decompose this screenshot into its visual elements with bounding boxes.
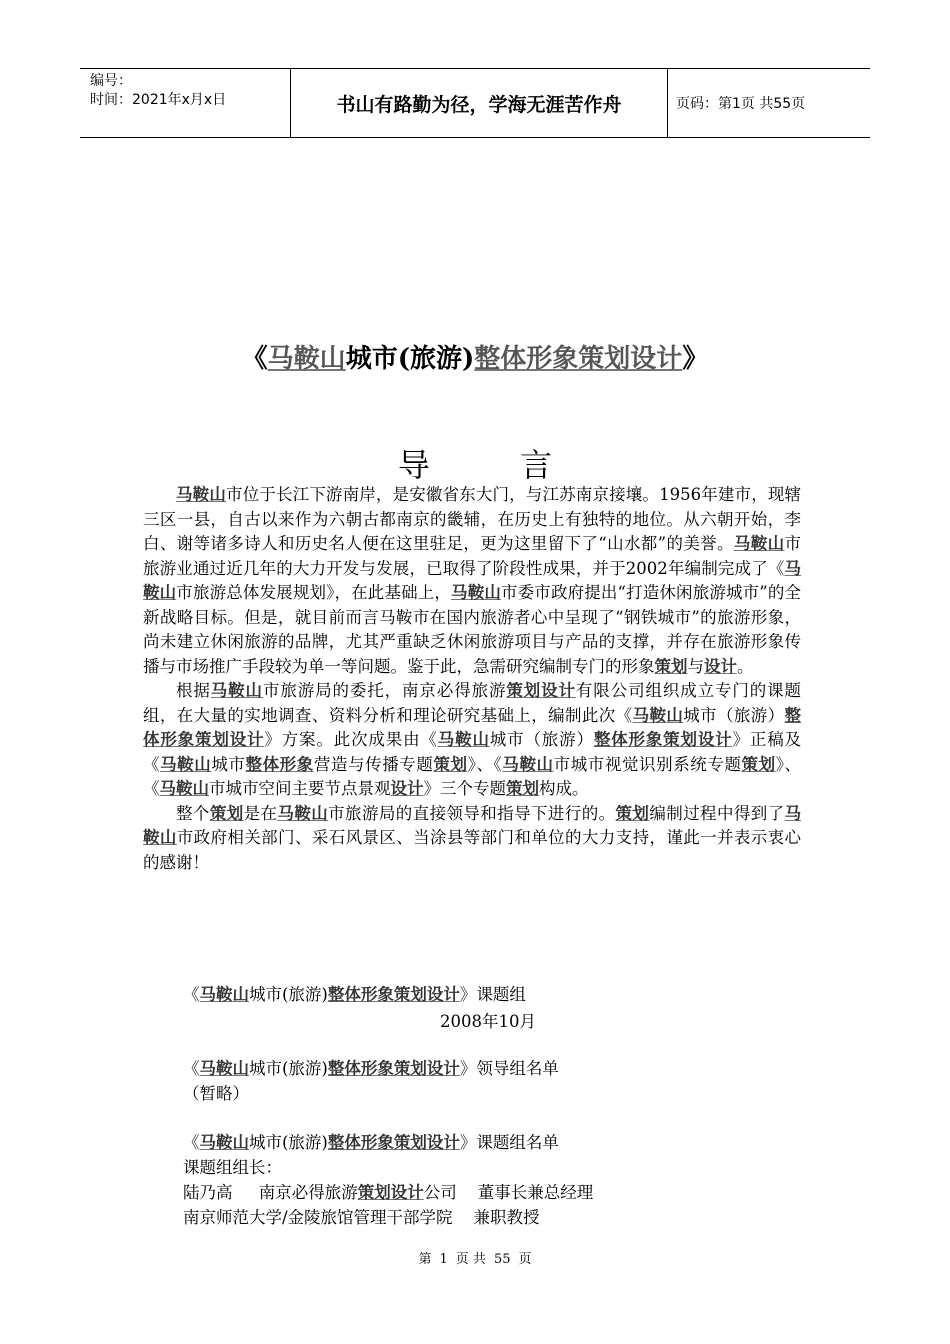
text-segment: 》、《 xyxy=(467,754,503,774)
keyword-link[interactable]: 设计 xyxy=(390,779,424,798)
text-segment: 城市 xyxy=(211,754,246,774)
page-footer xyxy=(0,1248,950,1267)
signature-line-2 xyxy=(183,1057,559,1082)
member-1 xyxy=(183,1181,593,1206)
text-segment: 有限公司组织成立专门的课题组，在大量的实地调查、资料分析和理论研究基础上，编制此次《 xyxy=(143,681,802,725)
text-segment: 是在 xyxy=(243,803,278,823)
text-segment: 编制过程中得到了 xyxy=(649,803,785,823)
time-label: 时间：2021年x月x日 xyxy=(90,92,227,108)
title-city: 城市(旅游) xyxy=(345,344,475,374)
text-segment: 《 xyxy=(183,985,200,1004)
text-segment: 整个 xyxy=(176,803,210,823)
text-segment: 》、《 xyxy=(143,754,802,798)
text-segment: 城市(旅游) xyxy=(249,1059,328,1078)
text-segment: 陆乃高 南京必得旅游 xyxy=(183,1183,358,1202)
keyword-link[interactable]: 整体形象策划设计 xyxy=(143,705,802,749)
text-segment: 《 xyxy=(183,1133,200,1152)
text-segment: 市城市空间主要节点景观 xyxy=(209,779,391,798)
header-meta xyxy=(80,69,291,137)
keyword-link[interactable]: 策划 xyxy=(506,779,539,798)
title-close: 》 xyxy=(682,344,709,374)
keyword-link[interactable]: 策划 xyxy=(741,754,776,774)
text-segment: 市城市视觉识别系统专题 xyxy=(553,754,742,774)
keyword-link[interactable]: 整体形象策划设计 xyxy=(327,1133,460,1152)
text-segment: 》方案。此次成果由《 xyxy=(264,730,438,749)
keyword-link[interactable]: 马鞍山 xyxy=(176,485,226,504)
keyword-link[interactable]: 整体形象策划设计 xyxy=(327,1059,460,1078)
keyword-link[interactable]: 整体形象策划设计 xyxy=(593,730,733,749)
keyword-link[interactable]: 策划 xyxy=(433,754,468,774)
keyword-link[interactable]: 整体形象 xyxy=(245,754,314,774)
text-segment: 城市（旅游） xyxy=(683,705,785,725)
text-segment: 市政府相关部门、采石风景区、当涂县等部门和单位的大力支持，谨此一并表示衷心的感谢！ xyxy=(143,828,802,872)
signature-line-1 xyxy=(183,983,526,1008)
keyword-link[interactable]: 马鞍山 xyxy=(451,583,501,602)
keyword-link[interactable]: 策划设计 xyxy=(506,681,576,700)
text-segment: 市旅游业通过近几年的大力开发与发展，已取得了阶段性成果，并于2002年编制完成了《 xyxy=(143,534,802,578)
text-segment: 根据 xyxy=(176,681,211,700)
text-segment: 城市（旅游） xyxy=(489,730,594,749)
footer-prefix: 第 xyxy=(418,1252,432,1267)
keyword-link[interactable]: 马鞍山 xyxy=(199,1133,249,1152)
text-segment: 市旅游局的直接领导和指导下进行的。 xyxy=(328,803,616,823)
text-segment: 》课题组名单 xyxy=(459,1133,559,1152)
member-2: 南京师范大学/金陵旅馆管理干部学院 兼职教授 xyxy=(183,1208,540,1227)
signature-date: 2008年10月 xyxy=(440,1012,536,1031)
title-link-plan[interactable]: 整体形象策划设计 xyxy=(474,344,683,374)
text-segment: 城市(旅游) xyxy=(249,985,328,1004)
keyword-link[interactable]: 马鞍山 xyxy=(199,1059,249,1078)
keyword-link[interactable]: 策划 xyxy=(615,803,650,823)
text-segment: 》正稿及《 xyxy=(143,730,802,774)
code-label: 编号： xyxy=(90,73,132,89)
page-header xyxy=(80,68,870,138)
leader-label: 课题组组长： xyxy=(183,1158,282,1177)
text-segment: 市委市政府提出“打造休闲旅游城市”的全新战略目标。但是，就目前而言马鞍市在国内旅游者心中呈现了“钢铁城市”的旅游形象，尚未建立休闲旅游的品牌，尤其严重缺乏休闲旅游项目与产品的支撑，并存在旅游形象传播与市场推广手段较为单一等问题。鉴于此，急需研究编制专门的形象 xyxy=(143,583,802,676)
keyword-link[interactable]: 策划设计 xyxy=(357,1183,424,1202)
text-segment: 》三个专题 xyxy=(423,779,506,798)
keyword-link[interactable]: 整体形象策划设计 xyxy=(327,985,460,1004)
intro-heading: 导 言 xyxy=(397,446,593,484)
text-segment: 构成。 xyxy=(539,779,589,798)
keyword-link[interactable]: 马鞍山 xyxy=(143,803,802,847)
keyword-link[interactable]: 马鞍山 xyxy=(632,705,684,725)
keyword-link[interactable]: 马鞍山 xyxy=(733,534,785,553)
paragraph-2 xyxy=(143,679,801,802)
header-motto: 书山有路勤为径，学海无涯苦作舟 xyxy=(291,69,668,137)
signature-line-3 xyxy=(183,1131,559,1156)
keyword-link[interactable]: 马鞍山 xyxy=(159,779,209,798)
text-segment: 城市(旅游) xyxy=(249,1133,328,1152)
text-segment: 与 xyxy=(687,656,704,676)
keyword-link[interactable]: 马鞍山 xyxy=(277,803,329,823)
keyword-link[interactable]: 马鞍山 xyxy=(160,754,212,774)
keyword-link[interactable]: 马鞍山 xyxy=(143,558,801,602)
title-open: 《 xyxy=(241,344,268,374)
title-link-maanshan[interactable]: 马鞍山 xyxy=(267,344,346,374)
signature-line-2b: （暂略） xyxy=(183,1084,249,1103)
document-body xyxy=(143,483,801,875)
text-segment: 。 xyxy=(737,656,754,676)
footer-suffix: 页 xyxy=(518,1252,532,1267)
footer-page: 1 xyxy=(439,1252,448,1267)
text-segment: 市位于长江下游南岸，是安徽省东大门，与江苏南京接壤。1956年建市，现辖三区一县，自古以来作为六朝古都南京的畿辅，在历史上有独特的地位。从六朝开始，李白、谢等诸多诗人和历史名人便在这里驻足，更为这里留下了“山水都”的美誉。 xyxy=(143,485,802,553)
keyword-link[interactable]: 策划 xyxy=(209,803,244,823)
text-segment: 》课题组 xyxy=(459,985,526,1004)
keyword-link[interactable]: 马鞍山 xyxy=(437,730,490,749)
text-segment: 《 xyxy=(183,1059,200,1078)
document-title xyxy=(0,338,950,375)
text-segment: 市旅游总体发展规划》，在此基础上， xyxy=(176,583,452,602)
keyword-link[interactable]: 设计 xyxy=(704,656,737,676)
keyword-link[interactable]: 马鞍山 xyxy=(502,754,554,774)
text-segment: 市旅游局的委托，南京必得旅游 xyxy=(262,681,507,700)
text-segment: 》领导组名单 xyxy=(459,1059,559,1078)
footer-mid: 页 共 xyxy=(455,1252,486,1267)
keyword-link[interactable]: 马鞍山 xyxy=(199,985,249,1004)
keyword-link[interactable]: 马鞍山 xyxy=(210,681,263,700)
text-segment: 营造与传播专题 xyxy=(313,754,434,774)
header-page-info: 页码：第1页 共55页 xyxy=(676,96,806,112)
footer-total: 55 xyxy=(493,1252,511,1267)
text-segment: 公司 董事长兼总经理 xyxy=(423,1183,594,1202)
paragraph-3 xyxy=(143,802,801,876)
paragraph-1 xyxy=(143,483,801,679)
keyword-link[interactable]: 策划 xyxy=(654,656,688,676)
